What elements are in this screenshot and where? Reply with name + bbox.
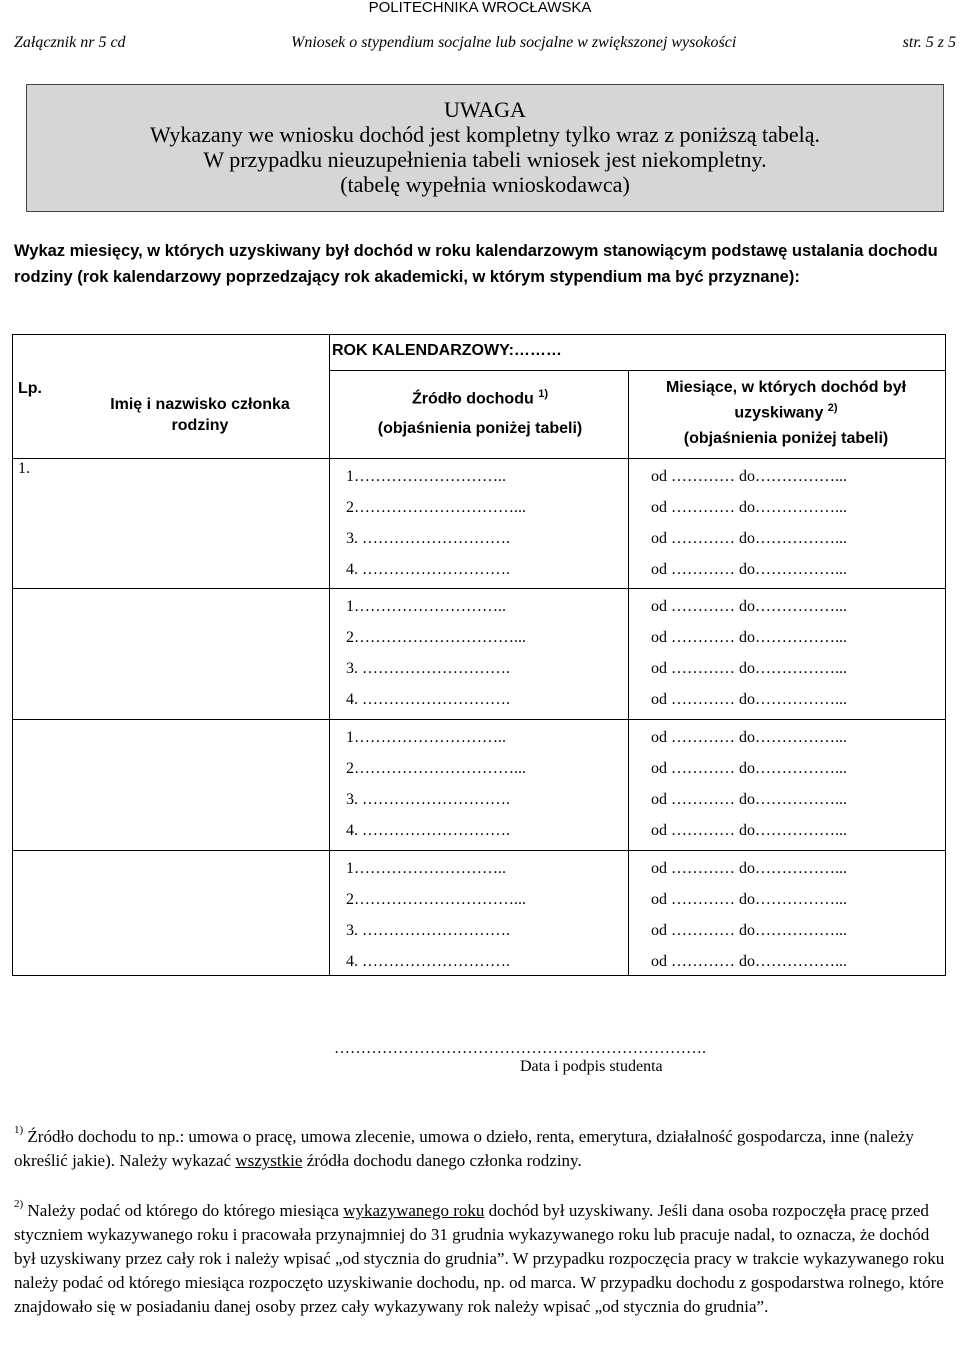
intro-text: Wykaz miesięcy, w których uzyskiwany był dochód w roku kalendarzowym stanowiącym podstawę ustalania dochodu rodziny (rok kalendarzowy poprzedzający rok akademicki, w którym stypendium ma być przyznane): — [14, 242, 938, 286]
footnote-marker: 2) — [14, 1198, 24, 1210]
warning-line: Wykazany we wniosku dochód jest kompletny tylko wraz z poniższą tabelą. — [149, 122, 821, 147]
warning-line: W przypadku nieuzupełnienia tabeli wniosek jest niekompletny. — [203, 147, 767, 172]
month-range-field[interactable]: od ………… do……………... — [651, 629, 847, 646]
warning-line: (tabelę wypełnia wnioskodawca) — [340, 172, 630, 197]
income-source-field[interactable]: 1……………………….. — [346, 468, 506, 485]
month-range-field[interactable]: od ………… do……………... — [651, 691, 847, 708]
table-divider — [329, 334, 330, 976]
month-range-field[interactable]: od ………… do……………... — [651, 499, 847, 516]
month-range-field[interactable]: od ………… do……………... — [651, 468, 847, 485]
income-source-field[interactable]: 3. ………………………. — [346, 660, 510, 677]
month-range-field[interactable]: od ………… do……………... — [651, 922, 847, 939]
col-header-months — [640, 377, 932, 423]
warning-title: UWAGA — [444, 97, 526, 122]
col-header-source-label: Źródło dochodu — [412, 390, 534, 408]
col-header-source-note: (objaśnienia poniżej tabeli) — [377, 420, 583, 437]
table-divider — [12, 588, 946, 589]
col-header-name: Imię i nazwisko członka rodziny — [110, 396, 290, 434]
income-source-field[interactable]: 1……………………….. — [346, 729, 506, 746]
income-source-field[interactable]: 2…………………………... — [346, 629, 526, 646]
income-source-field[interactable]: 2…………………………... — [346, 760, 526, 777]
col-header-months-note: (objaśnienia poniżej tabeli) — [683, 430, 889, 447]
table-divider — [12, 719, 946, 720]
income-source-field[interactable]: 1……………………….. — [346, 598, 506, 615]
income-source-field[interactable]: 3. ………………………. — [346, 922, 510, 939]
attachment-label: Załącznik nr 5 cd — [14, 34, 126, 51]
table-divider — [12, 850, 946, 851]
footnote-1 — [14, 1118, 954, 1173]
income-source-field[interactable]: 4. ………………………. — [346, 953, 510, 970]
footnote-marker: 1) — [14, 1124, 24, 1136]
footnote-text: Źródło dochodu to np.: umowa o pracę, umowa zlecenie, umowa o dzieło, renta, emerytura, działalność gospodarcza, inne (należy określić jakie). Należy wykazać — [14, 1127, 914, 1170]
row-number: 1. — [18, 460, 30, 477]
month-range-field[interactable]: od ………… do……………... — [651, 530, 847, 547]
month-range-field[interactable]: od ………… do……………... — [651, 953, 847, 970]
month-range-field[interactable]: od ………… do……………... — [651, 760, 847, 777]
footnote-text: dochód był uzyskiwany. Jeśli dana osoba rozpoczęła pracę przed styczniem wykazywanego roku i pracowała przynajmniej do 31 grudnia wykazywanego roku lub pracuje nadal, to oznacza, że dochód był uzyskiwany przez cały rok i należy wpisać „od stycznia do grudnia”. W przypadku rozpoczęcia pracy w trakcie wykazywanego roku należy podać od którego miesiąca rozpoczęto uzyskiwanie dochodu, np. od marca. W przypadku dochodu z gospodarstwa rolnego, które znajdowało się w posiadaniu danej osoby przez cały wykazywany rok należy wpisać „od stycznia do grudnia”. — [14, 1201, 945, 1316]
footnote-ref: 2) — [827, 402, 838, 414]
form-title: Wniosek o stypendium socjalne lub socjalne w zwiększonej wysokości — [291, 34, 737, 51]
footnote-ref: 1) — [538, 388, 548, 400]
month-range-field[interactable]: od ………… do……………... — [651, 791, 847, 808]
footnote-emphasis: wszystkie — [235, 1151, 303, 1170]
income-source-field[interactable]: 2…………………………... — [346, 891, 526, 908]
income-source-field[interactable]: 2…………………………... — [346, 499, 526, 516]
col-header-months-label: Miesiące, w których dochód był uzyskiwany — [665, 379, 907, 422]
table-divider — [628, 370, 629, 976]
month-range-field[interactable]: od ………… do……………... — [651, 598, 847, 615]
footnote-emphasis: wykazywanego roku — [343, 1201, 485, 1220]
warning-box — [26, 84, 944, 212]
income-source-field[interactable]: 4. ………………………. — [346, 561, 510, 578]
footnote-text: źródła dochodu danego członka rodziny. — [302, 1151, 582, 1170]
month-range-field[interactable]: od ………… do……………... — [651, 729, 847, 746]
income-source-field[interactable]: 3. ………………………. — [346, 530, 510, 547]
signature-label: Data i podpis studenta — [520, 1058, 663, 1075]
income-source-field[interactable]: 3. ………………………. — [346, 791, 510, 808]
page-header — [14, 34, 956, 56]
income-source-field[interactable]: 4. ………………………. — [346, 691, 510, 708]
month-range-field[interactable]: od ………… do……………... — [651, 822, 847, 839]
table-divider — [12, 458, 946, 459]
page-number: str. 5 z 5 — [902, 34, 956, 51]
footnote-2 — [14, 1192, 954, 1319]
income-source-field[interactable]: 4. ………………………. — [346, 822, 510, 839]
col-header-source — [332, 384, 628, 409]
month-range-field[interactable]: od ………… do……………... — [651, 891, 847, 908]
table-divider — [329, 370, 946, 371]
month-range-field[interactable]: od ………… do……………... — [651, 860, 847, 877]
income-source-field[interactable]: 1……………………….. — [346, 860, 506, 877]
signature-line[interactable]: ……………………………………………………………. — [334, 1040, 706, 1057]
col-header-lp: Lp. — [18, 380, 42, 397]
month-range-field[interactable]: od ………… do……………... — [651, 561, 847, 578]
calendar-year-field[interactable]: ROK KALENDARZOWY:……… — [332, 342, 562, 359]
university-name: POLITECHNIKA WROCŁAWSKA — [368, 0, 592, 16]
month-range-field[interactable]: od ………… do……………... — [651, 660, 847, 677]
footnote-text: Należy podać od którego do którego miesiąca — [23, 1201, 344, 1220]
